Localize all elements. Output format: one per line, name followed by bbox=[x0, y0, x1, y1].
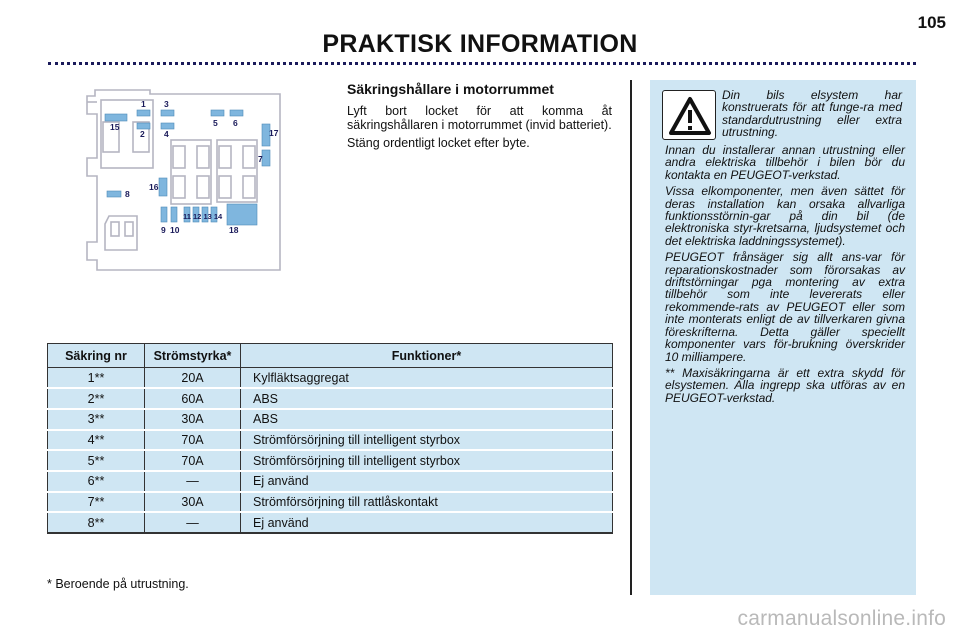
table-header-row bbox=[48, 344, 613, 368]
fuse-table bbox=[47, 343, 613, 534]
warning-body bbox=[665, 144, 905, 408]
warning-paragraph: Vissa elkomponenter, men även sättet för deras installation kan orsaka allvarliga funktionsstörnin-gar på din bil (de elektroniska styr-kretsarna, ljudsystemet och det elektriska laddningssystemet). bbox=[665, 184, 905, 248]
fuse-1 bbox=[137, 110, 150, 116]
label-11-14: 11 12 13 14 bbox=[183, 212, 223, 221]
table-row bbox=[48, 471, 613, 492]
section-heading: Säkringshållare i motorrummet bbox=[347, 81, 554, 97]
fuse-8 bbox=[107, 191, 121, 197]
table-row bbox=[48, 368, 613, 389]
function: ABS bbox=[241, 409, 613, 430]
header-amperage: Strömstyrka* bbox=[145, 344, 241, 368]
table-row bbox=[48, 388, 613, 409]
intro-paragraph: Lyft bort locket för att komma åt säkringshållaren i motorrummet (invid batteriet). bbox=[347, 104, 612, 132]
watermark: carmanualsonline.info bbox=[737, 607, 946, 630]
fuse-number: 3** bbox=[48, 409, 145, 430]
fuse-15 bbox=[105, 114, 127, 121]
function: Strömförsörjning till intelligent styrbox bbox=[241, 450, 613, 471]
warning-intro: Din bils elsystem har konstruerats för att funge-ra med standardutrustning eller extra utrustning. bbox=[722, 88, 902, 140]
warning-paragraph: ** Maxisäkringarna är ett extra skydd för elsystemen. Alla ingrepp ska utföras av en PEUGEOT-verkstad. bbox=[665, 365, 905, 405]
label-17: 17 bbox=[269, 128, 279, 138]
footnote: * Beroende på utrustning. bbox=[47, 577, 189, 591]
fuse-number: 2** bbox=[48, 388, 145, 409]
column-divider bbox=[630, 80, 632, 595]
fuse-number: 1** bbox=[48, 368, 145, 389]
warning-triangle-icon bbox=[662, 90, 716, 140]
amperage: — bbox=[145, 512, 241, 533]
label-18: 18 bbox=[229, 225, 239, 235]
function: Strömförsörjning till intelligent styrbox bbox=[241, 430, 613, 451]
function: Ej använd bbox=[241, 512, 613, 533]
fuse-6 bbox=[230, 110, 243, 116]
fuse-number: 7** bbox=[48, 492, 145, 513]
fuse-18 bbox=[227, 204, 257, 225]
label-15: 15 bbox=[110, 122, 120, 132]
intro-paragraph: Stäng ordentligt locket efter byte. bbox=[347, 136, 530, 150]
page-title: PRAKTISK INFORMATION bbox=[322, 30, 638, 58]
amperage: 20A bbox=[145, 368, 241, 389]
page-number: 105 bbox=[917, 13, 946, 32]
label-10: 10 bbox=[170, 225, 180, 235]
label-16: 16 bbox=[149, 182, 159, 192]
amperage: 70A bbox=[145, 430, 241, 451]
dotted-divider bbox=[48, 62, 916, 65]
table-row bbox=[48, 450, 613, 471]
header-functions: Funktioner* bbox=[241, 344, 613, 368]
fuse-3 bbox=[161, 110, 174, 116]
table-row bbox=[48, 512, 613, 533]
function: Kylfläktsaggregat bbox=[241, 368, 613, 389]
warning-paragraph: Innan du installerar annan utrustning eller andra elektriska tillbehör i bilen bör du kontakta en PEUGEOT-verkstad. bbox=[665, 143, 905, 182]
section-intro bbox=[347, 104, 612, 154]
function: ABS bbox=[241, 388, 613, 409]
function: Ej använd bbox=[241, 471, 613, 492]
amperage: 30A bbox=[145, 409, 241, 430]
amperage: 70A bbox=[145, 450, 241, 471]
label-7: 7 bbox=[258, 154, 263, 164]
table-row bbox=[48, 430, 613, 451]
label-4: 4 bbox=[164, 129, 169, 139]
fuse-box-diagram bbox=[75, 80, 290, 280]
amperage: 60A bbox=[145, 388, 241, 409]
label-6: 6 bbox=[233, 118, 238, 128]
fuse-7 bbox=[262, 150, 270, 166]
fuse-5 bbox=[211, 110, 224, 116]
warning-panel bbox=[650, 80, 916, 595]
table-row bbox=[48, 409, 613, 430]
fuse-9 bbox=[161, 207, 167, 222]
label-2: 2 bbox=[140, 129, 145, 139]
table-row bbox=[48, 492, 613, 513]
header-fuse-number: Säkring nr bbox=[48, 344, 145, 368]
fuse-number: 5** bbox=[48, 450, 145, 471]
label-3: 3 bbox=[164, 99, 169, 109]
fuse-10 bbox=[171, 207, 177, 222]
label-1: 1 bbox=[141, 99, 146, 109]
fuse-number: 4** bbox=[48, 430, 145, 451]
fuse-number: 8** bbox=[48, 512, 145, 533]
amperage: 30A bbox=[145, 492, 241, 513]
amperage: — bbox=[145, 471, 241, 492]
label-5: 5 bbox=[213, 118, 218, 128]
function: Strömförsörjning till rattlåskontakt bbox=[241, 492, 613, 513]
label-8: 8 bbox=[125, 189, 130, 199]
warning-paragraph: PEUGEOT frånsäger sig allt ans-var för reparationskostnader som förorsakas av driftstörningar pga montering av extra tillbehör som inte levererats eller rekommende-rats av PEUGEOT eller som inte monterats enligt de av tillverkaren givna föreskrifterna. Detta gäller speciellt komponenter vars för-brukning överskrider 10 milliampere. bbox=[665, 250, 905, 364]
label-9: 9 bbox=[161, 225, 166, 235]
fuse-number: 6** bbox=[48, 471, 145, 492]
fuse-16 bbox=[159, 178, 167, 196]
